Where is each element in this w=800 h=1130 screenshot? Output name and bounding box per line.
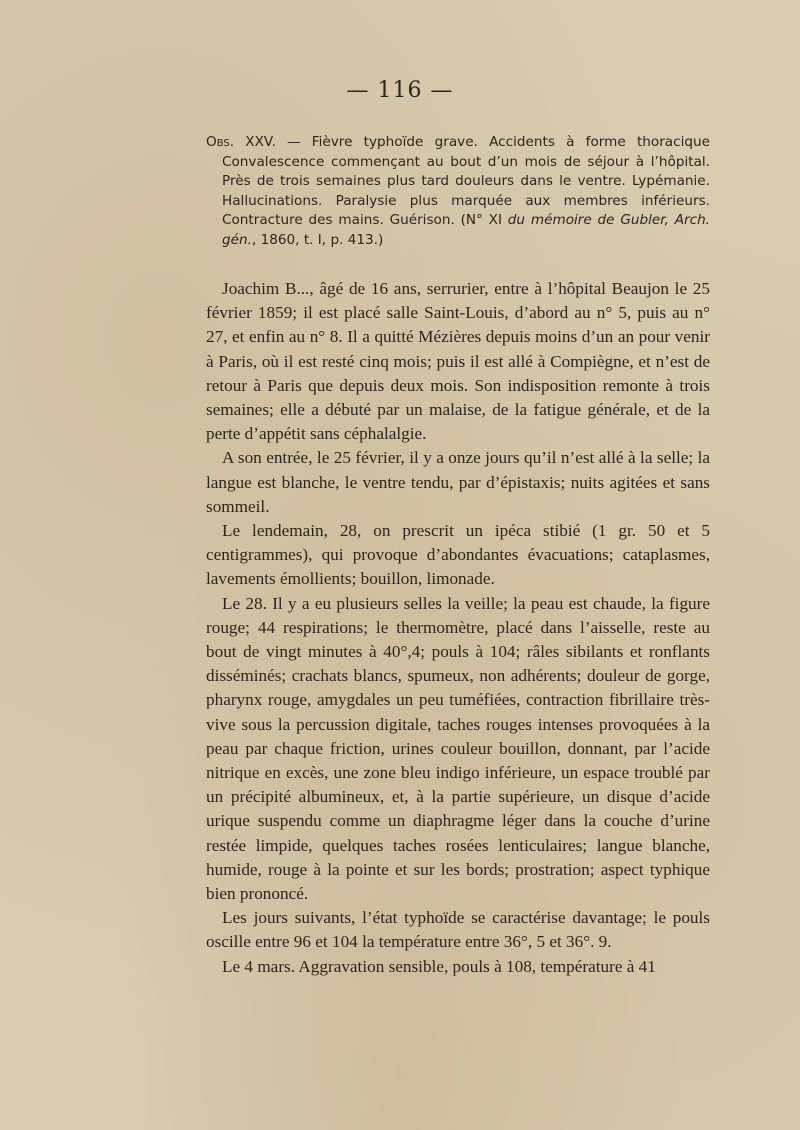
observation-title: — Fièvre typhoïde grave. Accidents à forme thoracique Convalescence commençant au bout d’un mois de séjour à l’hôpital. Près de trois semaines plus tard douleurs dans le ventre. Lypémanie. Hallucinations. Paralysie plus marquée aux membres inférieurs. Contracture des mains. Guérison. (N° XI [222,134,710,229]
paragraph: A son entrée, le 25 février, il y a onze jours qu’il n’est allé à la selle; la langue est blanche, le ventre tendu, par d’épistaxis; nuits agitées et sans sommeil. [206,448,710,516]
paragraph: Les jours suivants, l’état typhoïde se caractérise davantage; le pouls oscille entre 96 et 104 la température entre 36°, 5 et 36°. 9. [206,908,710,952]
paragraph: Joachim B..., âgé de 16 ans, serrurier, entre à l’hôpital Beaujon le 25 février 1859; il est placé salle Saint-Louis, d’abord au n° 5, puis au n° 27, et enfin au n° 8. Il a quitté Mézières depuis moins d’un an pour venir à Paris, où il est resté cinq mois; puis il est allé à Compiègne, et n’est de retour à Paris que depuis deux mois. Son indisposition remonte à trois semaines; elle a débuté par un malaise, de la fatigue générale, et de la perte d’appétit sans céphalalgie. [206,279,710,444]
paragraph: Le 4 mars. Aggravation sensible, pouls à 108, température à 41 [222,956,656,976]
paragraph: Le lendemain, 28, on prescrit un ipéca stibié (1 gr. 50 et 5 centigrammes), qui provoque d’abondantes évacuations; cataplasmes, lavements émollients; bouillon, limonade. [206,521,710,589]
observation-label: Obs. XXV. [206,134,276,150]
observation-source: du mémoire de Gubler, Arch. gén. [222,212,711,248]
page-number: — 116 — [346,78,454,103]
observation-heading-text [206,133,710,251]
paragraph: Le 28. Il y a eu plusieurs selles la veille; la peau est chaude, la figure rouge; 44 respirations; le thermomètre, placé dans l’aisselle, reste au bout de vingt minutes à 40°,4; pouls à 104; râles sibilants et ronflants disséminés; crachats blancs, spumeux, non adhérents; douleur de gorge, pharynx rouge, amygdales un peu tuméfiées, contraction fibrillaire très-vive sous la percussion digitale, taches rouges intenses provoquées à la peau par chaque friction, urines couleur bouillon, donnant, par l’acide nitrique en excès, une zone bleu indigo inférieure, un espace troublé par un précipité albumineux, et, à la partie supérieure, un disque d’acide urique suspendu comme un diaphragme léger dans la couche d’urine restée limpide, quelques taches rosées lenticulaires; langue blanche, humide, rouge à la pointe et sur les bords; prostration; aspect typhique bien prononcé. [206,593,710,904]
observation-heading [206,133,710,251]
case-body [206,277,710,979]
observation-source-tail: , 1860, t. I, p. 413.) [251,231,384,248]
